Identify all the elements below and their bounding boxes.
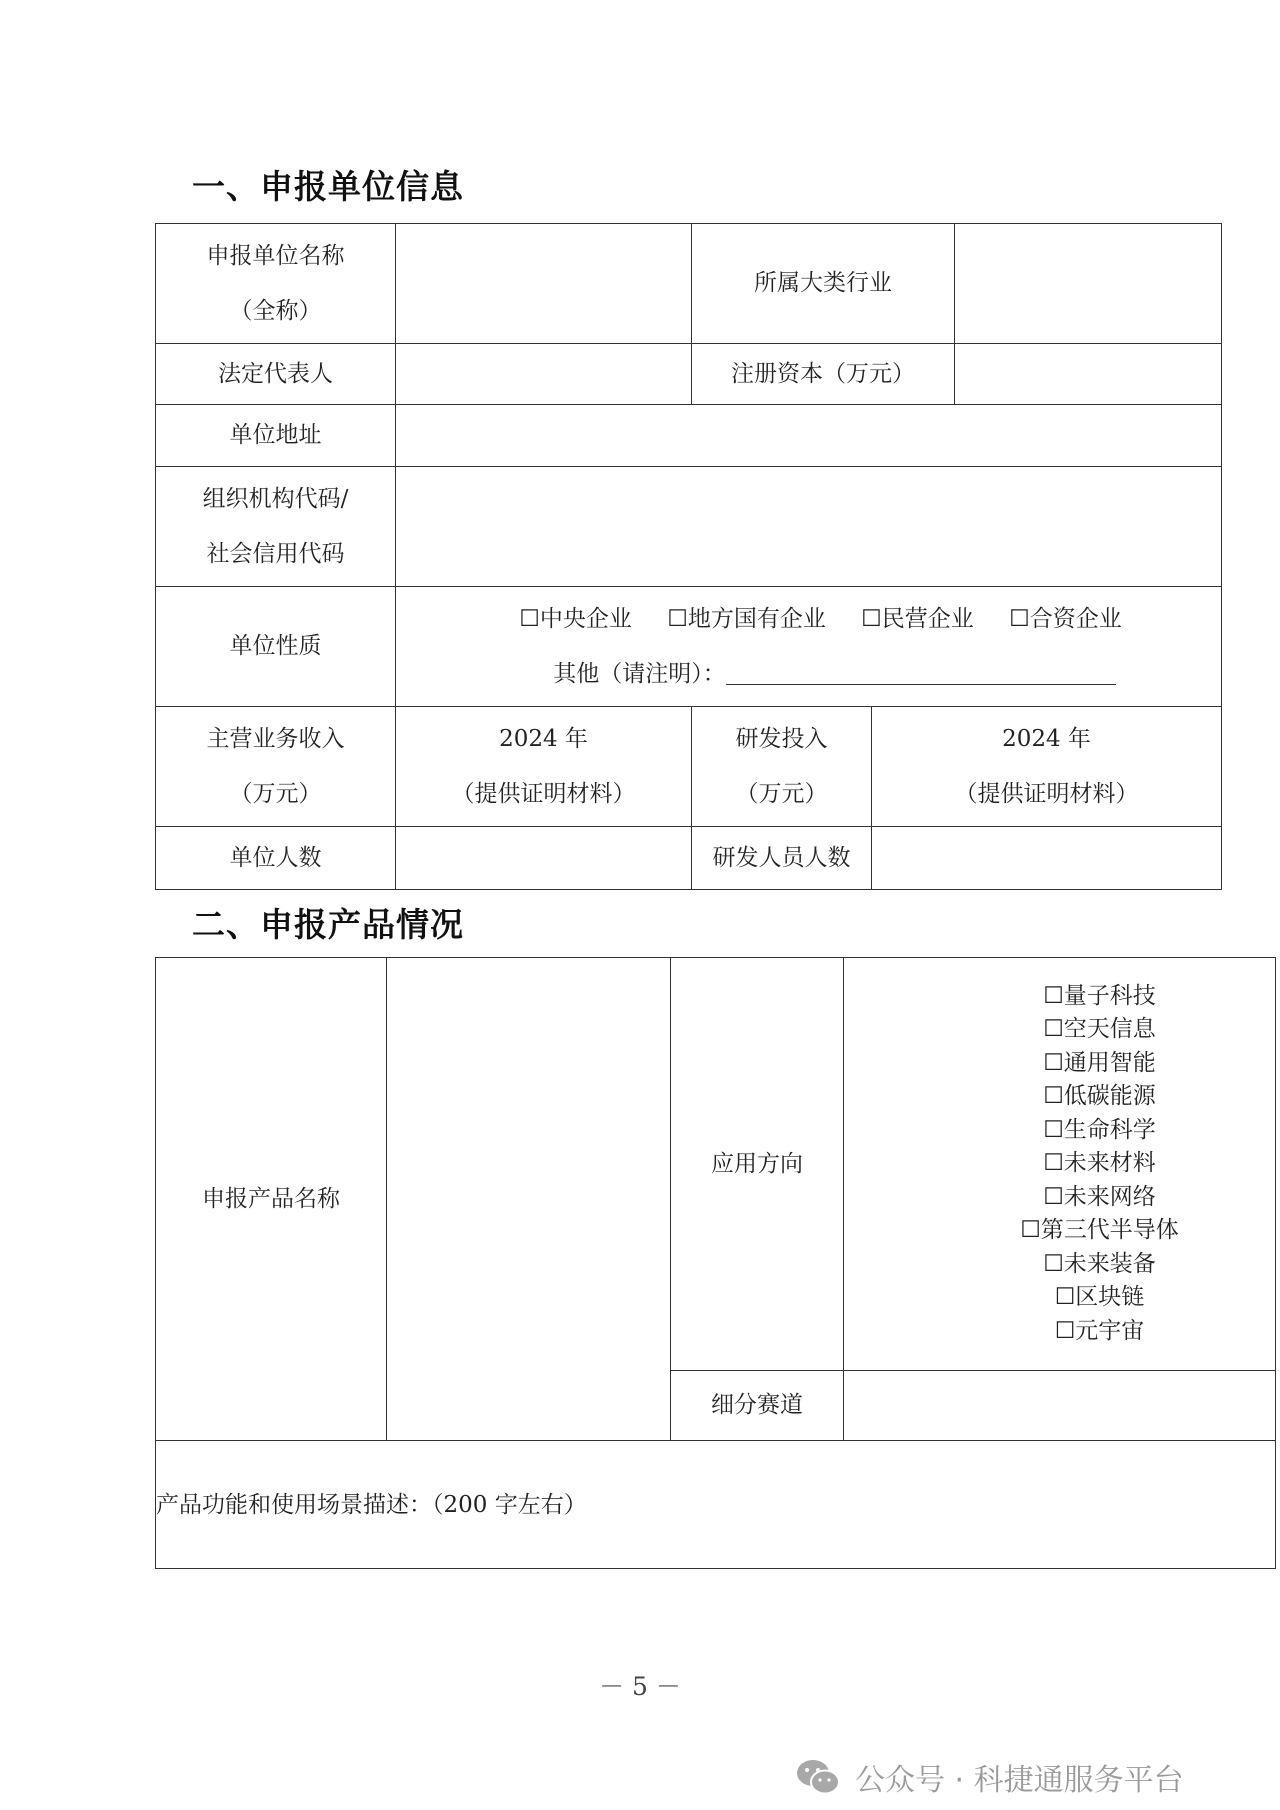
- nature-option-joint[interactable]: ☐合资企业: [1009, 605, 1122, 632]
- address-label: 单位地址: [156, 405, 396, 467]
- capital-label: 注册资本（万元）: [692, 344, 955, 405]
- direction-option-materials[interactable]: ☐未来材料: [1043, 1150, 1156, 1177]
- nature-options: [396, 587, 1222, 707]
- nature-option-central[interactable]: ☐中央企业: [519, 605, 632, 632]
- industry-label: 所属大类行业: [692, 224, 955, 344]
- unit-name-label: 申报单位名称 （全称）: [156, 224, 396, 344]
- staff-label: 单位人数: [156, 827, 396, 890]
- direction-option-equipment[interactable]: ☐未来装备: [1043, 1250, 1156, 1277]
- track-field[interactable]: [844, 1371, 1276, 1441]
- product-name-label: 申报产品名称: [156, 958, 387, 1441]
- nature-other-label: 其他（请注明）：: [553, 660, 726, 687]
- section1-title: 一、申报单位信息: [192, 167, 464, 206]
- direction-option-low-carbon[interactable]: ☐低碳能源: [1043, 1083, 1156, 1110]
- capital-field[interactable]: [955, 344, 1222, 405]
- wechat-icon: [795, 1757, 841, 1797]
- direction-option-network[interactable]: ☐未来网络: [1043, 1183, 1156, 1210]
- staff-field[interactable]: [396, 827, 692, 890]
- direction-option-metaverse[interactable]: ☐元宇宙: [1054, 1317, 1145, 1344]
- nature-option-private[interactable]: ☐民营企业: [861, 605, 974, 632]
- direction-option-quantum[interactable]: ☐量子科技: [1043, 982, 1156, 1009]
- code-field[interactable]: [396, 467, 1222, 587]
- nature-other-input[interactable]: [726, 664, 1116, 685]
- rd-staff-field[interactable]: [872, 827, 1222, 890]
- legal-rep-label: 法定代表人: [156, 344, 396, 405]
- unit-name-field[interactable]: [396, 224, 692, 344]
- direction-option-aerospace[interactable]: ☐空天信息: [1043, 1016, 1156, 1043]
- direction-option-semiconductor[interactable]: ☐第三代半导体: [1020, 1217, 1179, 1244]
- direction-label: 应用方向: [671, 958, 844, 1371]
- legal-rep-field[interactable]: [396, 344, 692, 405]
- section2-title: 二、申报产品情况: [192, 905, 464, 944]
- address-field[interactable]: [396, 405, 1222, 467]
- product-info-table: [155, 957, 1276, 1569]
- track-label: 细分赛道: [671, 1371, 844, 1441]
- description-label: 产品功能和使用场景描述：（200 字左右）: [156, 1491, 587, 1518]
- direction-option-blockchain[interactable]: ☐区块链: [1054, 1284, 1145, 1311]
- rd-field[interactable]: 2024 年 （提供证明材料）: [872, 707, 1222, 827]
- rd-label: 研发投入 （万元）: [692, 707, 872, 827]
- industry-field[interactable]: [955, 224, 1222, 344]
- rd-staff-label: 研发人员人数: [692, 827, 872, 890]
- page-number: － 5 －: [599, 1672, 681, 1701]
- revenue-label: 主营业务收入 （万元）: [156, 707, 396, 827]
- direction-options: [844, 958, 1276, 1371]
- footer-text: 公众号 · 科捷通服务平台: [855, 1763, 1184, 1798]
- direction-option-general-ai[interactable]: ☐通用智能: [1043, 1049, 1156, 1076]
- direction-option-life-science[interactable]: ☐生命科学: [1043, 1116, 1156, 1143]
- nature-option-local-state[interactable]: ☐地方国有企业: [667, 605, 826, 632]
- revenue-field[interactable]: 2024 年 （提供证明材料）: [396, 707, 692, 827]
- product-name-field[interactable]: [387, 958, 671, 1441]
- description-field[interactable]: [156, 1441, 1276, 1569]
- unit-info-table: [155, 223, 1222, 890]
- footer-watermark: [795, 1755, 1184, 1799]
- nature-label: 单位性质: [156, 587, 396, 707]
- code-label: 组织机构代码/ 社会信用代码: [156, 467, 396, 587]
